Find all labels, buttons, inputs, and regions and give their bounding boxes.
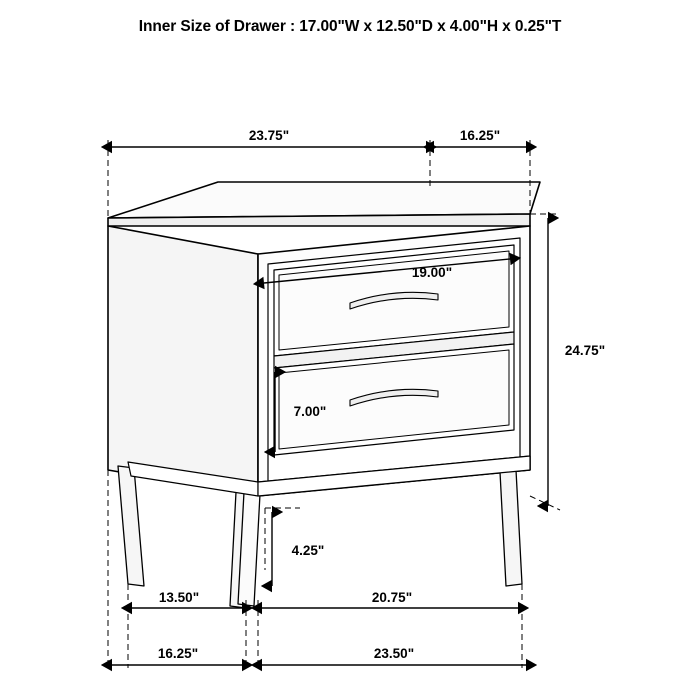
dimension-overall-height [548,218,605,506]
dimension-top-right-depth [434,128,526,147]
dimension-side-base-depth [132,590,242,608]
dimension-leg-height [272,512,324,586]
dimension-bottom-front-width [262,646,526,665]
dimension-leg-height-label: 4.25" [291,543,325,558]
dimension-drawer-opening-height-label: 7.00" [293,404,327,419]
side-panel [108,226,258,496]
dimension-top-right-depth-label: 16.25" [459,128,501,143]
dimension-overall-height-label: 24.75" [564,343,606,358]
page-title: Inner Size of Drawer : 17.00"W x 12.50"D x 4.00"H x 0.25"T [138,18,562,35]
dimension-drawer-front-width-label: 19.00" [411,265,453,280]
dimension-side-base-depth-label: 13.50" [158,590,200,605]
legs [118,456,530,608]
dimension-front-base-width [262,590,518,608]
dimension-bottom-left-depth [112,646,242,665]
dimension-front-base-width-label: 20.75" [371,590,413,605]
dimension-top-left-width [112,128,426,147]
dimension-bottom-left-depth-label: 16.25" [157,646,199,661]
dimension-bottom-front-width-label: 23.50" [373,646,415,661]
top-panel [108,182,540,226]
dimension-top-left-width-label: 23.75" [248,128,290,143]
